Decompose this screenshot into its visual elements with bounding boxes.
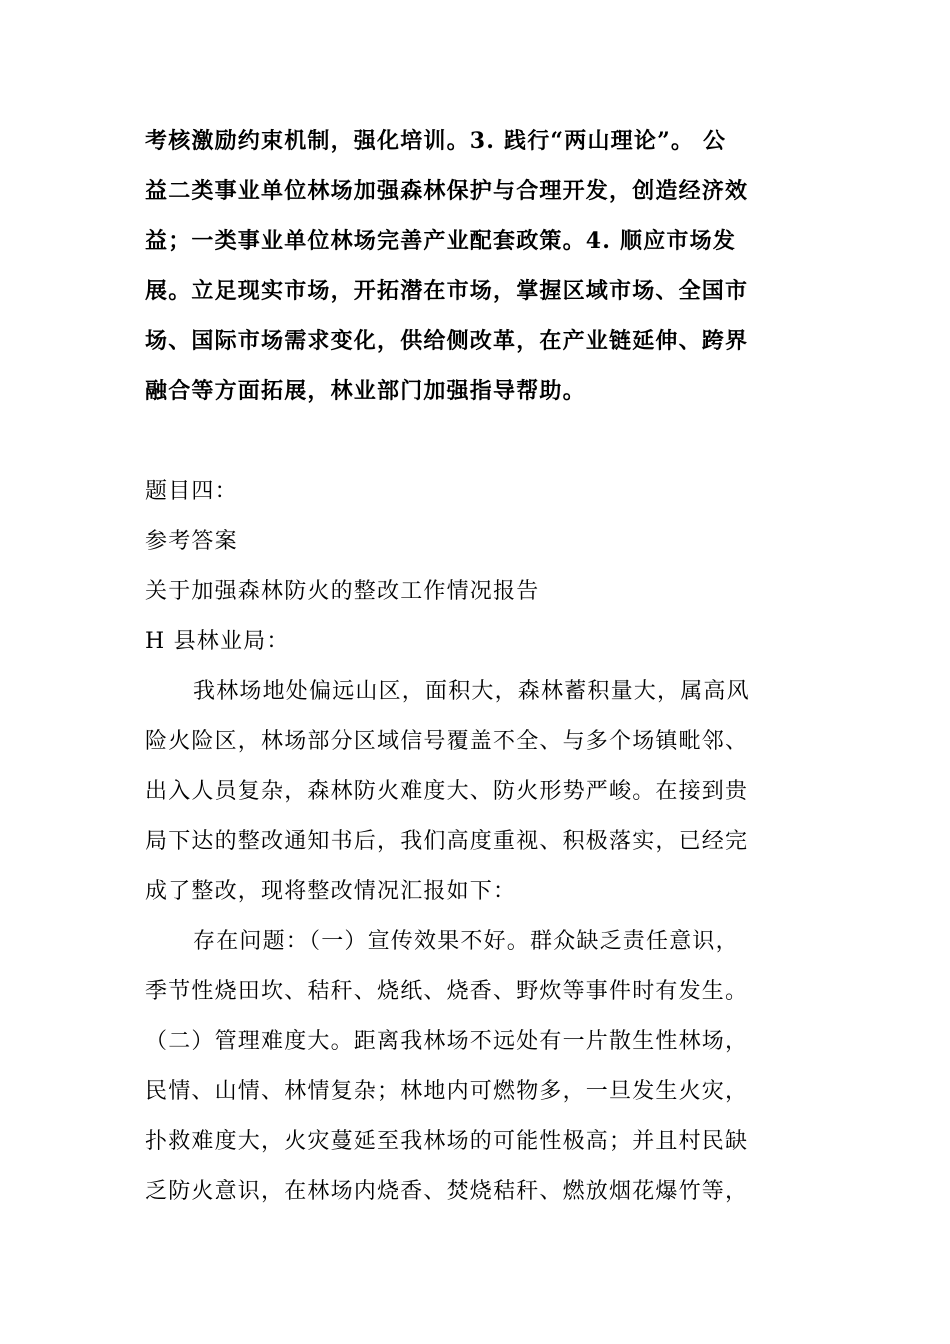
- paragraph2-line-5: 扑救难度大，火灾蔓延至我林场的可能性极高；并且村民缺: [145, 1129, 749, 1154]
- top-line-2: 益二类事业单位林场加强森林保护与合理开发，创造经济效: [145, 178, 749, 204]
- report-title: 关于加强森林防火的整改工作情况报告: [145, 579, 540, 604]
- paragraph1-line-2: 险火险区，林场部分区域信号覆盖不全、与多个场镇毗邻、: [145, 729, 749, 754]
- paragraph1-line-4: 局下达的整改通知书后，我们高度重视、积极落实，已经完: [145, 829, 749, 854]
- top-line-1: 考核激励约束机制，强化培训。3. 践行“两山理论”。 公: [145, 128, 727, 154]
- paragraph1-line-3: 出入人员复杂，森林防火难度大、防火形势严峻。在接到贵: [145, 779, 749, 804]
- paragraph2-line-1: 存在问题：（一）宣传效果不好。群众缺乏责任意识，: [193, 929, 739, 954]
- paragraph2-line-4: 民情、山情、林情复杂；林地内可燃物多，一旦发生火灾，: [145, 1079, 749, 1104]
- top-line-5: 场、国际市场需求变化，供给侧改革，在产业链延伸、跨界: [145, 328, 749, 354]
- question-heading: 题目四：: [145, 479, 238, 504]
- paragraph2-line-6: 乏防火意识，在林场内烧香、焚烧秸秆、燃放烟花爆竹等，: [145, 1179, 749, 1204]
- paragraph1-line-1: 我林场地处偏远山区，面积大，森林蓄积量大，属高风: [193, 679, 750, 704]
- paragraph2-line-2: 季节性烧田坎、秸秆、烧纸、烧香、野炊等事件时有发生。: [145, 979, 749, 1004]
- top-line-4: 展。立足现实市场，开拓潜在市场，掌握区域市场、全国市: [145, 278, 749, 304]
- answer-label: 参考答案: [145, 529, 238, 554]
- paragraph2-line-3: （二）管理难度大。距离我林场不远处有一片散生性林场，: [145, 1029, 749, 1054]
- paragraph1-line-5: 成了整改，现将整改情况汇报如下：: [145, 879, 517, 904]
- top-line-6: 融合等方面拓展，林业部门加强指导帮助。: [145, 378, 586, 404]
- recipient: H 县林业局：: [145, 629, 290, 654]
- top-line-3: 益；一类事业单位林场完善产业配套政策。4. 顺应市场发: [145, 228, 737, 254]
